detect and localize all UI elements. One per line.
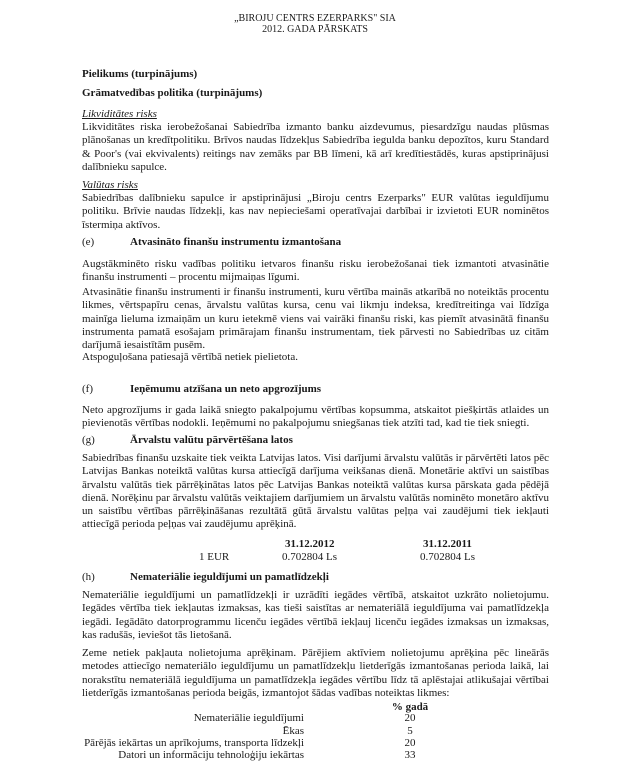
section-f-paragraph-1: Neto apgrozījums ir gada laikā sniegto pakalpojumu vērtības kopsumma, atskaitot piešķirtās atlaides un pievienotās vērtības nodokli. Ieņēmumi no pakalpojumu sniegšanas tiek atzīti tad, kad tie tiek sniegti. [82,404,549,430]
rates-row-label: Ēkas [282,725,304,737]
section-g-number: (g) [82,434,95,446]
section-h-paragraph-2: Zeme netiek pakļauta nolietojuma aprēķinam. Pārējiem aktīviem nolietojumu aprēķina pēc lineārās metodes attiecīgo nemateriālo ieguldījumu un pamatlīdzekļu lietderīgās izmantošanas perioda laikā, lai norakstītu nemateriālā ieguldījuma un pamatlīdzekļa iegādes vērtību līdz tā aplēstajai atlikušajai vērtībai lietderīgās izmantošanas perioda beigās, izmantojot šādas vadības noteiktas likmes: [82,647,549,699]
rates-row-value: 33 [404,749,416,761]
rates-row-value: 20 [404,712,416,724]
heading-appendix: Pielikums (turpinājums) [82,68,198,80]
currency-risk-title: Valūtas risks [82,179,138,191]
rates-row-value: 20 [404,737,416,749]
section-h-number: (h) [82,571,95,583]
section-e-title: Atvasināto finanšu instrumentu izmantošana [130,236,342,248]
company-name-header: „BIROJU CENTRS EZERPARKS" SIA [234,13,396,24]
rates-header: % gadā [391,701,429,713]
rates-row-value: 5 [407,725,413,737]
section-f-title: Ieņēmumu atzīšana un neto apgrozījums [130,383,322,395]
currency-risk-text: Sabiedrības dalībnieku sapulce ir apstiprinājusi „Biroju centrs Ezerparks" EUR valūtas ieguldījumu politiku. Brīvie naudas līdzekļi, kas nav nepieciešami operatīvajai darbībai ir izvietoti EUR nominētos īstermiņa aktīvos. [82,192,549,231]
section-e-number: (e) [82,236,95,248]
section-h-paragraph-1: Nemateriālie ieguldījumi un pamatlīdzekļi ir uzrādīti iegādes vērtībā, atskaitot uzkrāto nolietojumu. Iegādes vērtība tiek iekļautas izmaksas, kas tieši saistītas ar nemateriālā ieguldījuma vai pamatlīdzekļa iegādi. Iegādāto datorprogrammu licenču iegādes vērtībā iekļauj licenču iegādes izmaksas un izmaksas, kas radušās, ieviešot tās lietošanā. [82,589,549,641]
fx-col-2011: 31.12.2011 [423,538,472,550]
fx-row-label: 1 EUR [199,551,230,563]
rates-row-label: Pārējās iekārtas un aprīkojums, transporta līdzekļi [84,737,304,749]
section-e-paragraph-1: Augstākminēto risku vadības politiku ietvaros finanšu risku ierobežošanai tiek izmantoti atvasinātie finanšu instrumenti – procentu mijmaiņas līgumi. [82,258,549,284]
liquidity-risk-text: Likviditātes riska ierobežošanai Sabiedrība izmanto banku aizdevumus, piesardzīgu naudas plūsmas plānošanas un kredītpolitiku. Brīvos naudas līdzekļus Sabiedrība iegulda banku depozītos, kuru Standard & Poor's (vai ekvivalents) reitings nav zemāks par BB līmeni, kā arī kredītiestādēs, kuras apstiprinājusi dalībnieku sapulce. [82,121,549,173]
heading-accounting-policy: Grāmatvedības politika (turpinājums) [82,87,263,99]
section-e-paragraph-3: Atspoguļošana patiesajā vērtībā netiek pielietota. [82,351,298,363]
section-h-title: Nemateriālie ieguldījumi un pamatlīdzekļi [130,571,329,583]
section-g-title: Ārvalstu valūtu pārvērtēšana latos [130,434,293,446]
section-e-paragraph-2: Atvasinātie finanšu instrumenti ir finanšu instrumenti, kuru vērtība mainās atkarībā no noteiktās procentu likmes, vērtspapīru cenas, ārvalstu valūtas kursa, cenu vai likmju indeksa, kredītreitinga vai līdzīga mainīga lieluma izmaiņām un kuru ietekmē viens vai vairāki finanšu riski, kas piemīt atvasinātā finanšu instrumenta pamatā esošajam primārajam finanšu instrumentam, tiek pārvesti no Sabiedrības uz citām darījumā iesaistītām pusēm. [82,286,549,352]
report-title-header: 2012. GADA PĀRSKATS [262,24,368,35]
section-g-paragraph-1: Sabiedrības finanšu uzskaite tiek veikta Latvijas latos. Visi darījumi ārvalstu valūtās ir pārvērtēti latos pēc Latvijas Bankas noteiktā valūtas kursa attiecīgā darījuma veikšanas dienā. Monetārie aktīvi un saistības ārvalstu valūtās tiek pārrēķinātas latos pēc Latvijas Bankas noteiktā valūtas kursa pārskata gada pēdējā dienā. Norēķinu par ārvalstu valūtās veiktajiem darījumiem un ārvalstu valūtās nominēto monetāro aktīvu un saistību vērtības pārrēķināšanas rezultātā gūtā ārvalstu valūtas peļņa vai zaudējumi tiek iekļauti attiecīgā perioda peļņas vai zaudējumu aprēķinā. [82,452,549,531]
fx-col-2012: 31.12.2012 [285,538,335,550]
liquidity-risk-title: Likviditātes risks [82,108,157,120]
section-f-number: (f) [82,383,93,395]
fx-value-2012: 0.702804 Ls [282,551,337,563]
rates-row-label: Datori un informāciju tehnoloģiju iekārtas [118,749,304,761]
fx-value-2011: 0.702804 Ls [420,551,475,563]
rates-row-label: Nemateriālie ieguldījumi [193,712,304,724]
